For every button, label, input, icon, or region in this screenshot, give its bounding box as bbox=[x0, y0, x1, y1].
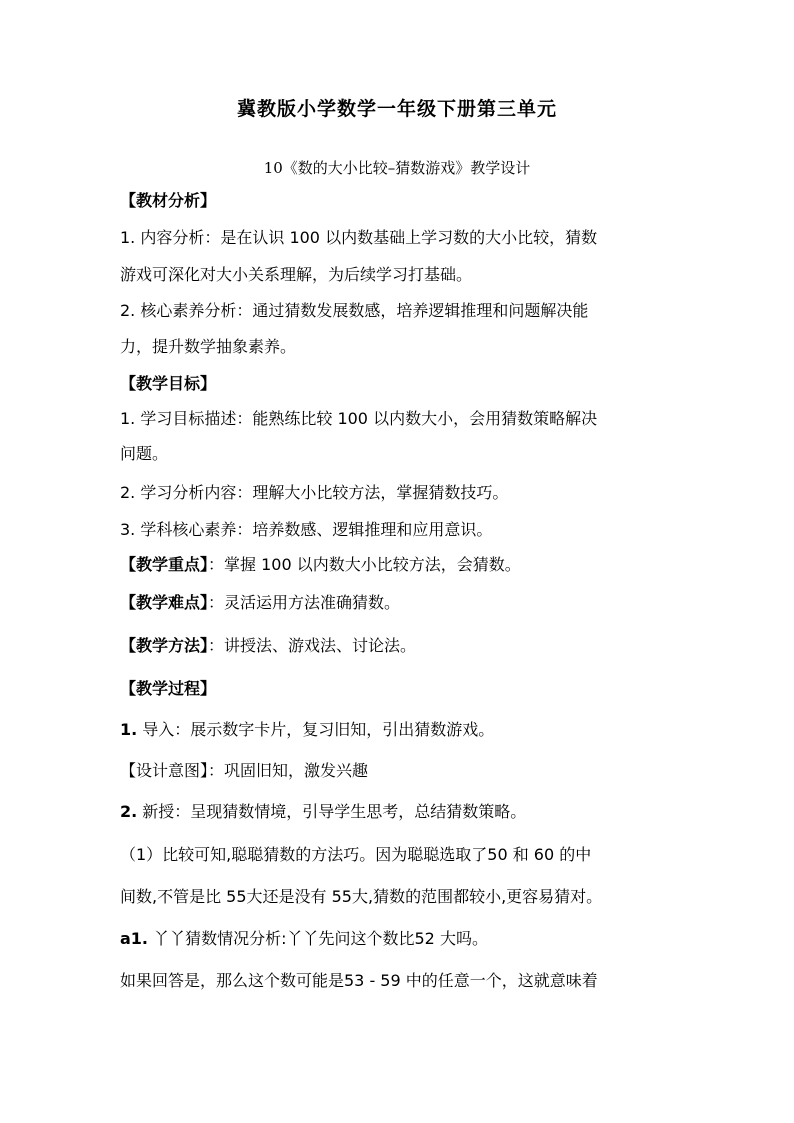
teaching-difficulties-line bbox=[120, 590, 680, 613]
paragraph-line: 游戏可深化对大小关系理解，为后续学习打基础。 bbox=[120, 265, 473, 284]
process-step-new-line bbox=[120, 799, 680, 822]
paragraph-line: （1）比较可知,聪聪猜数的方法巧。因为聪聪选取了50 和 60 的中 bbox=[120, 845, 592, 864]
paragraph-line: 间数,不管是比 55大还是没有 55大,猜数的范围都较小,更容易猜对。 bbox=[120, 887, 603, 906]
teaching-key-points-label: 【教学重点】 bbox=[120, 555, 209, 574]
step-number: 1. bbox=[120, 720, 138, 739]
teaching-methods-text: ：讲授法、游戏法、讨论法。 bbox=[208, 636, 417, 655]
teaching-methods-label: 【教学方法】 bbox=[120, 636, 209, 655]
teaching-key-points-line bbox=[120, 552, 680, 575]
paragraph-line: 问题。 bbox=[120, 444, 169, 463]
design-intent-line bbox=[120, 758, 680, 781]
step-number: 2. bbox=[120, 802, 138, 821]
teaching-difficulties-label: 【教学难点】 bbox=[120, 593, 209, 612]
step-text: 导入：展示数字卡片，复习旧知，引出猜数游戏。 bbox=[137, 720, 495, 739]
paragraph-line: 2. 学习分析内容：理解大小比较方法，掌握猜数技巧。 bbox=[120, 483, 509, 502]
paragraph-line: 1. 学习目标描述：能熟练比较 100 以内数大小，会用猜数策略解决 bbox=[120, 409, 598, 428]
process-step-intro-line bbox=[120, 717, 680, 740]
teaching-key-points-text: ：掌握 100 以内数大小比较方法，会猜数。 bbox=[208, 555, 521, 574]
paragraph-line: 2. 核心素养分析：通过猜数发展数感，培养逻辑推理和问题解决能 bbox=[120, 301, 589, 320]
step-text: 新授：呈现猜数情境，引导学生思考，总结猜数策略。 bbox=[137, 802, 527, 821]
document-title: 冀教版小学数学一年级下册第三单元 bbox=[236, 98, 557, 120]
paragraph-line: 如果回答是，那么这个数可能是53 - 59 中的任意一个，这就意味着 bbox=[120, 971, 598, 990]
section-heading-material-analysis: 【教材分析】 bbox=[120, 191, 217, 210]
section-heading-teaching-process: 【教学过程】 bbox=[120, 679, 217, 698]
paragraph-line: 力，提升数学抽象素养。 bbox=[120, 337, 297, 356]
document-subtitle: 10《数的大小比较–猜数游戏》教学设计 bbox=[263, 159, 531, 177]
design-intent-text: ：巩固旧知，激发兴趣 bbox=[208, 761, 369, 780]
teaching-methods-line bbox=[120, 633, 680, 656]
teaching-difficulties-text: ：灵活运用方法准确猜数。 bbox=[208, 593, 401, 612]
paragraph-line: 3. 学科核心素养：培养数感、逻辑推理和应用意识。 bbox=[120, 520, 493, 539]
analysis-text: 丫丫猜数情况分析:丫丫先问这个数比52 大吗。 bbox=[148, 929, 488, 948]
section-heading-teaching-goals: 【教学目标】 bbox=[120, 374, 217, 393]
design-intent-label: 【设计意图】 bbox=[120, 761, 209, 780]
analysis-number: a1. bbox=[120, 929, 149, 948]
analysis-line bbox=[120, 926, 680, 949]
paragraph-line: 1. 内容分析：是在认识 100 以内数基础上学习数的大小比较，猜数 bbox=[120, 228, 598, 247]
